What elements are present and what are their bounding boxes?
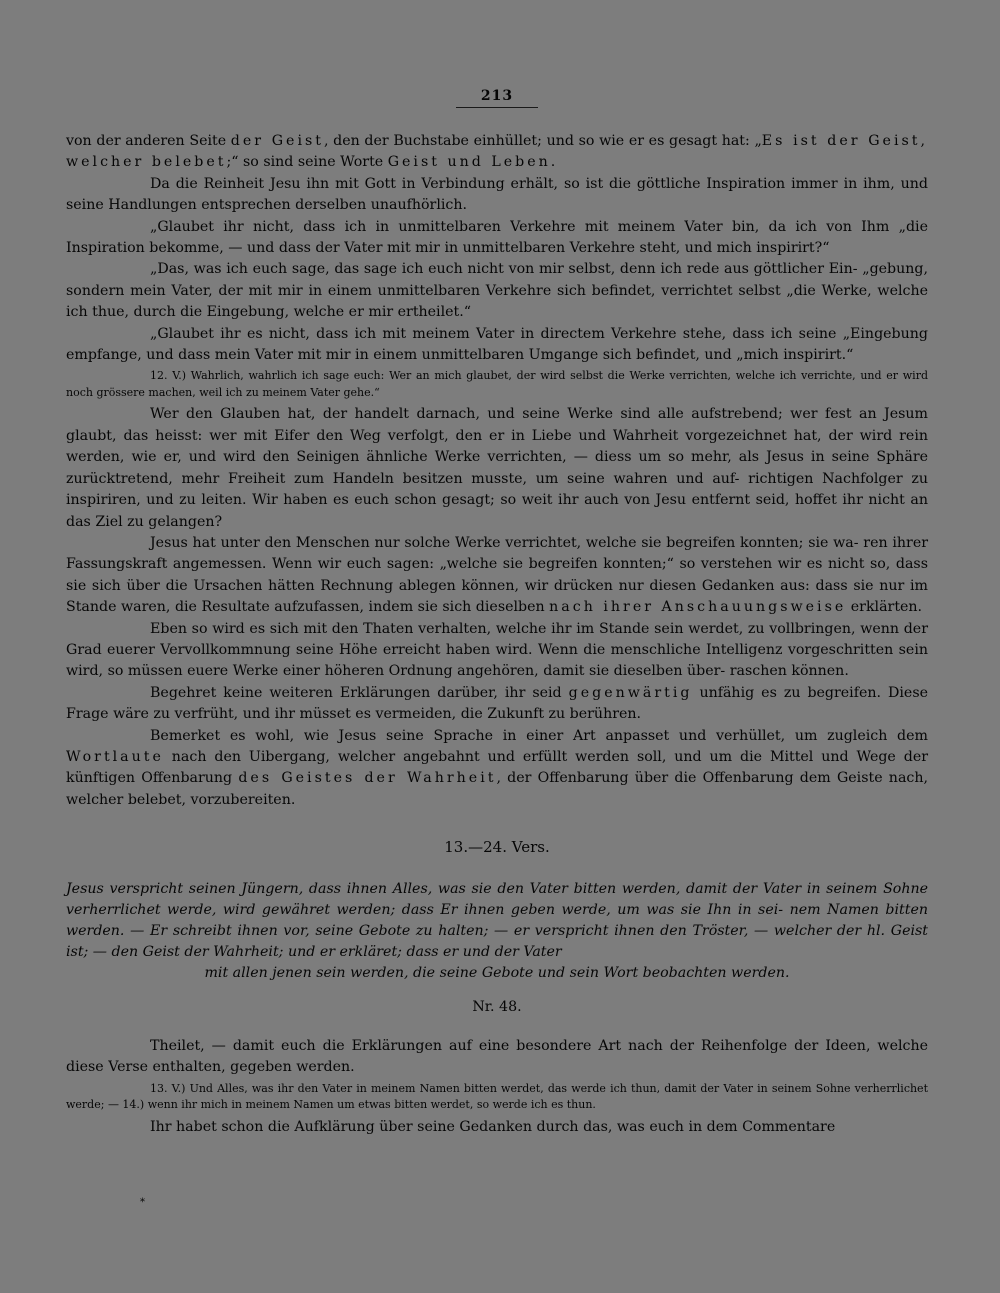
text-run: von der anderen Seite <box>66 133 231 149</box>
spaced-emphasis: nach ihrer Anschauungsweise <box>549 599 847 616</box>
page-number: 213 <box>480 88 514 104</box>
spaced-emphasis: Geist und Leben <box>387 154 551 171</box>
paragraph-2: Da die Reinheit Jesu ihn mit Gott in Verbindung erhält, so ist die göttliche Inspiration immer in ihm, und seine Handlungen entsprechen derselben unaufhörlich. <box>66 175 928 214</box>
spaced-emphasis: gegenwärtig <box>568 684 693 701</box>
footnote-asterisk: * <box>140 1197 145 1208</box>
paragraph-1 <box>66 131 928 174</box>
paragraph-11: Theilet, — damit euch die Erklärungen auf eine besondere Art nach der Reihenfolge der Ideen, welche diese Verse enthalten, gegeben werden. <box>66 1038 928 1076</box>
spaced-emphasis: des Geistes der Wahrheit <box>238 770 497 787</box>
section-heading: 13.—24. Vers. <box>444 838 550 857</box>
paragraph-4-quote: „Das, was ich euch sage, das sage ich euch nicht von mir selbst, denn ich rede aus göttlicher Ein- „gebung, sondern mein Vater, der mit mir in einem unmittelbaren Verkehre sich befindet, verrichtet selbst „die Werke, welche ich thue, durch die Eingebung, welche er mir ertheilet.“ <box>66 261 928 321</box>
paragraph-6: Wer den Glauben hat, der handelt darnach, und seine Werke sind alle aufstrebend; wer fest an Jesum glaubt, das heisst: wer mit Eifer den Weg verfolgt, den er in Liebe und Wahrheit vorgezeichnet hat, der wird rein werden, wie er, und wird den Seinigen ähnliche Werke verrichten, — diess um so mehr, als Jesus in seine Sphäre zurücktretend, mehr Freiheit zum Handeln besitzen musste, um seine wahren und auf- richtigen Nachfolger zu inspiriren, und zu leiten. Wir haben es euch schon gesagt; so weit ihr auch von Jesu entfernt seid, hoffet ihr nicht an das Ziel zu gelangen? <box>66 406 928 530</box>
spaced-emphasis: Es ist der Geist, welcher belebet <box>66 133 928 171</box>
commentary-number: Nr. 48. <box>472 998 522 1015</box>
spaced-emphasis: der Geist <box>230 133 324 149</box>
paragraph-9 <box>66 683 928 726</box>
verse-note-12: 12. V.) Wahrlich, wahrlich ich sage euch: Wer an mich glaubet, der wird selbst die Werke verrichten, welche ich verrichte, und er wird noch grössere machen, weil ich zu meinem Vater gehe.“ <box>66 369 928 399</box>
text-run: , den der Buchstabe einhüllet; und so wie er es gesagt hat: „ <box>323 133 762 149</box>
text-run: erklärten. <box>846 599 923 616</box>
text-run: Begehret keine weiteren Erklärungen darüber, ihr seid <box>150 684 569 701</box>
text-run: unfähig es zu begreifen. Diese Frage wäre zu verfrüht, und ihr müsset es vermeiden, die Zukunft zu berühren. <box>66 684 928 723</box>
paragraph-5-quote: „Glaubet ihr es nicht, dass ich mit meinem Vater in directem Verkehre stehe, dass ich seine „Eingebung empfange, und dass mein Vater mit mir in einem unmittelbaren Umgange sich befindet, und „mich inspirirt.“ <box>66 325 928 364</box>
text-run: . <box>550 154 556 171</box>
page-number-rule <box>456 107 538 108</box>
paragraph-10 <box>66 726 928 812</box>
paragraph-12: Ihr habet schon die Aufklärung über seine Gedanken durch das, was euch in dem Commentare <box>150 1118 836 1135</box>
paragraph-8: Eben so wird es sich mit den Thaten verhalten, welche ihr im Stande sein werdet, zu vollbringen, wenn der Grad euerer Vervollkommnung seine Höhe erreicht haben wird. Wenn die menschliche Intelligenz vorgeschritten sein wird, so müssen euere Werke einer höheren Ordnung angehören, damit sie dieselben über- raschen können. <box>66 620 928 680</box>
text-run: nach den Uibergang, welcher angebahnt und erfüllt werden soll, und um die Mittel und Wege der künftigen Offenbarung <box>66 748 928 787</box>
page-body <box>66 131 928 1138</box>
text-run: ;“ so sind seine Worte <box>226 154 388 171</box>
section-summary-last-line: mit allen jenen sein werden, die seine Gebote und sein Wort beobachten werden. <box>204 965 790 982</box>
text-run: Jesus hat unter den Menschen nur solche Werke verrichtet, welche sie begreifen konnten; sie wa- ren ihrer Fassungskraft angemessen. Wenn wir euch sagen: „welche sie begreifen konnten;“ so verstehen wir es nicht so, dass sie sich über die Ursachen hätten Rechnung ablegen können, wir drücken nur diesen Gedanken aus: dass sie nur im Stande waren, die Resultate aufzufassen, indem sie sich dieselben <box>66 534 928 616</box>
text-run: Bemerket es wohl, wie Jesus seine Sprache in einer Art anpasset und verhüllet, um zugleich dem <box>150 727 928 744</box>
spaced-emphasis: Wortlaute <box>66 748 164 765</box>
section-summary: Jesus verspricht seinen Jüngern, dass ihnen Alles, was sie den Vater bitten werden, damit der Vater in seinem Sohne verherrlichet werde, wird gewähret werden; dass Er ihnen geben werde, um was sie Ihn in sei- nem Namen bitten werden. — Er schreibt ihnen vor, seine Gebote zu halten; — er verspricht ihnen den Tröster, — welcher der hl. Geist ist; — den Geist der Wahrheit; und er erkläret; dass er und der Vater <box>66 880 928 961</box>
verse-note-13-14: 13. V.) Und Alles, was ihr den Vater in meinem Namen bitten werdet, das werde ich thun, damit der Vater in seinem Sohne verherrlichet werde; — 14.) wenn ihr mich in meinem Namen um etwas bitten werdet, so werde ich es thun. <box>66 1081 928 1112</box>
paragraph-7 <box>66 533 928 619</box>
text-run: , der Offenbarung über die Offenbarung dem Geiste nach, welcher belebet, vorzubereiten. <box>66 770 928 808</box>
paragraph-3-quote: „Glaubet ihr nicht, dass ich in unmittelbaren Verkehre mit meinem Vater bin, da ich von Ihm „die Inspiration bekomme, — und dass der Vater mit mir in unmittelbaren Verkehre steht, und mich inspirirt?“ <box>66 218 928 257</box>
